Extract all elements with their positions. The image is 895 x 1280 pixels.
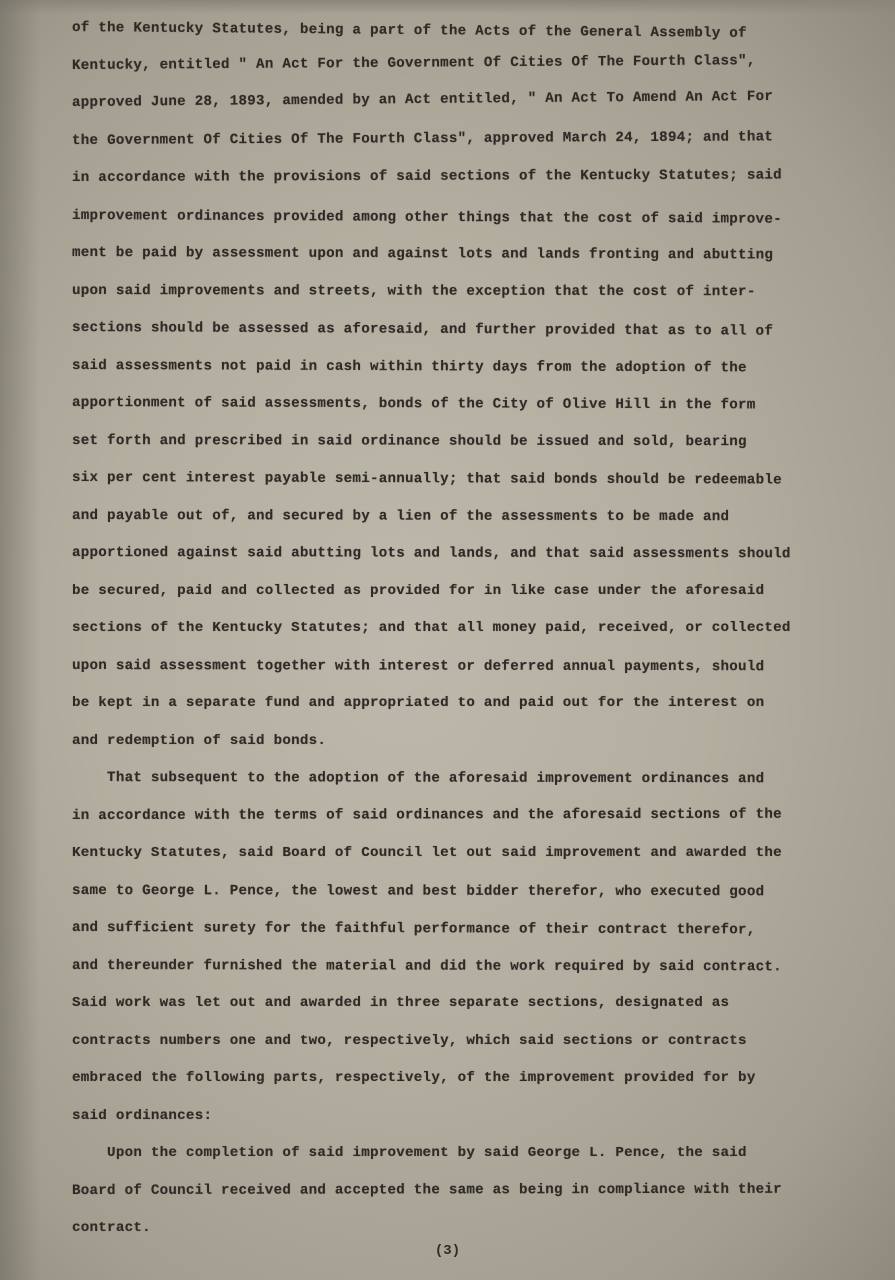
text-line: improvement ordinances provided among other things that the cost of said improve- xyxy=(71,207,782,228)
text-line: contract. xyxy=(72,1220,151,1236)
text-line: approved June 28, 1893, amended by an Act entitled, " An Act To Amend An Act For xyxy=(71,88,774,111)
text-line: said ordinances: xyxy=(72,1107,213,1124)
page-number: (3) xyxy=(434,1243,461,1259)
page-left-shadow xyxy=(0,0,40,1280)
text-line: and sufficient surety for the faithful performance of their contract therefor, xyxy=(71,920,756,939)
text-line: of the Kentucky Statutes, being a part of the Acts of the General Assembly of xyxy=(71,20,747,42)
text-line: Said work was let out and awarded in three separate sections, designated as xyxy=(72,995,730,1011)
text-line: Kentucky Statutes, said Board of Council let out said improvement and awarded the xyxy=(72,845,782,861)
text-line: said assessments not paid in cash within thirty days from the adoption of the xyxy=(71,357,747,376)
text-line: apportioned against said abutting lots and lands, and that said assessments should xyxy=(71,545,791,563)
text-line: be kept in a separate fund and appropriated to and paid out for the interest on xyxy=(72,695,765,711)
text-line: Upon the completion of said improvement by said George L. Pence, the said xyxy=(72,1145,747,1161)
text-line: same to George L. Pence, the lowest and best bidder therefor, who executed good xyxy=(71,882,765,900)
text-line: in accordance with the terms of said ordinances and the aforesaid sections of the xyxy=(71,806,782,824)
text-line: set forth and prescribed in said ordinance should be issued and sold, bearing xyxy=(71,432,747,450)
text-line: the Government Of Cities Of The Fourth Class", approved March 24, 1894; and that xyxy=(71,128,774,149)
text-line: Kentucky, entitled " An Act For the Government Of Cities Of The Fourth Class", xyxy=(71,52,756,74)
text-line: and thereunder furnished the material and did the work required by said contract. xyxy=(71,957,782,975)
text-line: and payable out of, and secured by a lien of the assessments to be made and xyxy=(71,507,730,525)
text-line: contracts numbers one and two, respectively, which said sections or contracts xyxy=(72,1032,747,1049)
text-line: sections should be assessed as aforesaid, and further provided that as to all of xyxy=(71,320,774,340)
body-text xyxy=(72,10,842,1248)
text-line: Board of Council received and accepted the same as being in compliance with their xyxy=(71,1181,782,1199)
text-line: in accordance with the provisions of said sections of the Kentucky Statutes; said xyxy=(71,167,782,186)
text-line: six per cent interest payable semi-annually; that said bonds should be redeemable xyxy=(71,470,782,489)
text-line: be secured, paid and collected as provided for in like case under the aforesaid xyxy=(72,582,765,599)
text-line: upon said assessment together with interest or deferred annual payments, should xyxy=(71,657,765,675)
text-line: ment be paid by assessment upon and against lots and lands fronting and abutting xyxy=(71,245,774,264)
text-line: upon said improvements and streets, with the exception that the cost of inter- xyxy=(71,282,756,300)
text-line: embraced the following parts, respectively, of the improvement provided for by xyxy=(72,1070,756,1086)
text-line: sections of the Kentucky Statutes; and that all money paid, received, or collected xyxy=(72,620,791,636)
text-line: apportionment of said assessments, bonds of the City of Olive Hill in the form xyxy=(71,395,756,414)
text-line: and redemption of said bonds. xyxy=(72,732,327,749)
text-line: That subsequent to the adoption of the aforesaid improvement ordinances and xyxy=(71,770,765,788)
